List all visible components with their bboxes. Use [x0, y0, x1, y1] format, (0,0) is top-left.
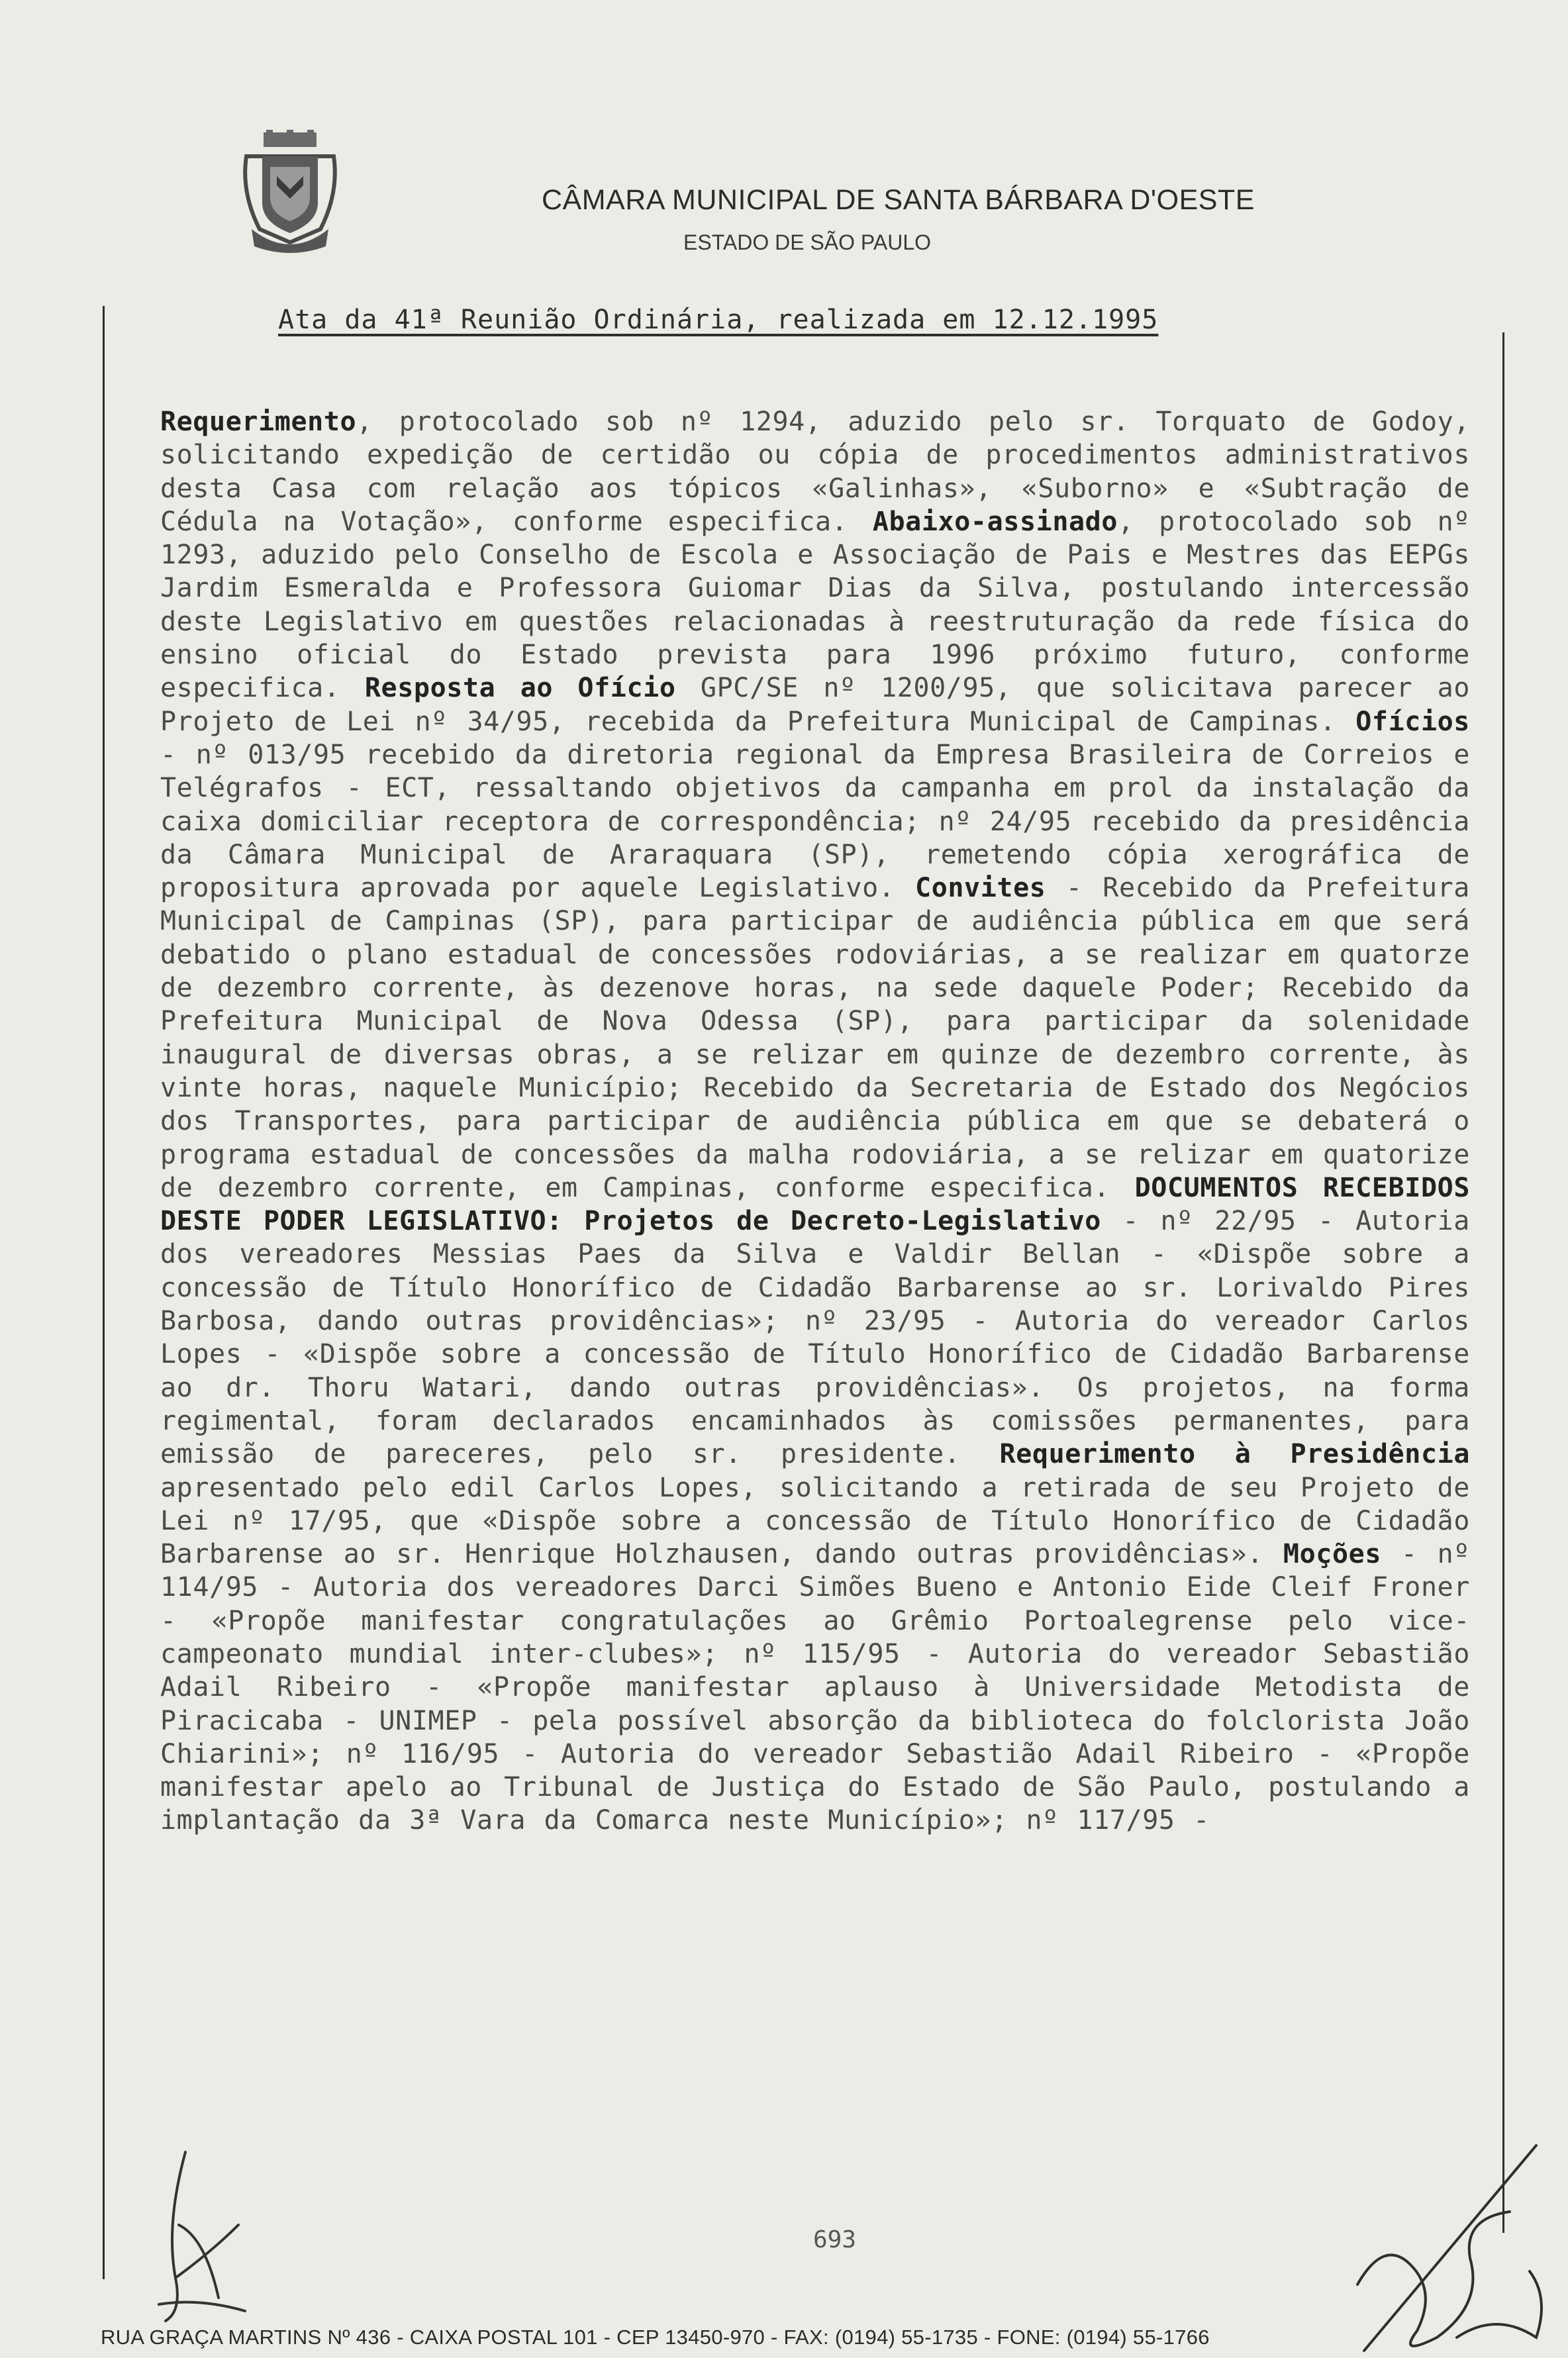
signature-initials-left: [139, 2145, 265, 2324]
institution-title: CÂMARA MUNICIPAL DE SANTA BÁRBARA D'OESTE: [542, 184, 1255, 216]
body-run: Convites: [915, 873, 1046, 904]
body-run: apresentado pelo edil Carlos Lopes, solicitando a retirada de seu Projeto de Lei nº 17/95, que «Dispõe sobre a concessão de Título Honorífico de Cidadão Barbarense ao sr. Henrique Holzhausen, dando outras providências».: [160, 1472, 1470, 1570]
municipal-coat-of-arms-icon: [240, 130, 340, 256]
body-run: Moções: [1283, 1539, 1382, 1570]
page-number: 693: [813, 2226, 857, 2253]
body-run: Abaixo-assinado: [872, 506, 1118, 537]
body-run: Ofícios: [1355, 706, 1470, 737]
right-margin-rule: [1502, 332, 1504, 2233]
signature-right: [1338, 2139, 1556, 2357]
state-subtitle: ESTADO DE SÃO PAULO: [683, 230, 932, 254]
body-run: - nº 22/95 - Autoria dos vereadores Messias Paes da Silva e Valdir Bellan - «Dispõe sobre a concessão de Título Honorífico de Cidadão Barbarense ao sr. Lorivaldo Pires Barbosa, dando outras providências»; nº 23/95 - Autoria do vereador Carlos Lopes - «Dispõe sobre a concessão de Título Honorífico de Cidadão Barbarense ao dr. Thoru Watari, dando outras providências». Os projetos, na forma regimental, foram declarados encaminhados às comissões permanentes, para emissão de pareceres, pelo sr. presidente.: [160, 1206, 1470, 1470]
minutes-body-text: [160, 405, 1470, 1838]
body-run: , protocolado sob nº 1294, aduzido pelo sr. Torquato de Godoy, solicitando expedição de certidão ou cópia de procedimentos administrativos desta Casa com relação aos tópicos «Galinhas», «Suborno» e «Subtração de Cédula na Votação», conforme especifica.: [160, 407, 1470, 537]
body-run: Resposta ao Ofício: [364, 673, 676, 704]
body-run: Requerimento à Presidência: [999, 1439, 1470, 1470]
footer-address: RUA GRAÇA MARTINS Nº 436 - CAIXA POSTAL 101 - CEP 13450-970 - FAX: (0194) 55-1735 - FONE: (0194) 55-1766: [101, 2326, 1210, 2349]
left-margin-rule: [103, 306, 105, 2279]
minutes-title: Ata da 41ª Reunião Ordinária, realizada em 12.12.1995: [278, 305, 1159, 335]
body-run: - Recebido da Prefeitura Municipal de Campinas (SP), para participar de audiência pública em que será debatido o plano estadual de concessões rodoviárias, a se realizar em quatorze de dezembro corrente, às dezenove horas, na sede daquele Poder; Recebido da Prefeitura Municipal de Nova Odessa (SP), para participar da solenidade inaugural de diversas obras, a se relizar em quinze de dezembro corrente, às vinte horas, naquele Município; Recebido da Secretaria de Estado dos Negócios dos Transportes, para participar de audiência pública em que se debaterá o programa estadual de concessões da malha rodoviária, a se relizar em quatorize de dezembro corrente, em Campinas, conforme especifica.: [160, 873, 1470, 1203]
body-run: , protocolado sob nº 1293, aduzido pelo Conselho de Escola e Associação de Pais e Mestres das EEPGs Jardim Esmeralda e Professora Guiomar Dias da Silva, postulando intercessão deste Legislativo em questões relacionadas à reestruturação da rede física do ensino oficial do Estado prevista para 1996 próximo futuro, conforme especifica.: [160, 506, 1470, 704]
body-run: - nº 114/95 - Autoria dos vereadores Darci Simões Bueno e Antonio Eide Cleif Froner - «Propõe manifestar congratulações ao Grêmio Portoalegrense pelo vice-campeonato mundial inter-clubes»; nº 115/95 - Autoria do vereador Sebastião Adail Ribeiro - «Propõe manifestar aplauso à Universidade Metodista de Piracicaba - UNIMEP - pela possível absorção da biblioteca do folclorista João Chiarini»; nº 116/95 - Autoria do vereador Sebastião Adail Ribeiro - «Propõe manifestar apelo ao Tribunal de Justiça do Estado de São Paulo, postulando a implantação da 3ª Vara da Comarca neste Município»; nº 117/95 -: [160, 1539, 1470, 1836]
body-run: Requerimento: [160, 407, 357, 437]
body-run: - nº 013/95 recebido da diretoria regional da Empresa Brasileira de Correios e Telégrafos - ECT, ressaltando objetivos da campanha em prol da instalação da caixa domiciliar receptora de correspondência; nº 24/95 recebido da presidência da Câmara Municipal de Araraquara (SP), remetendo cópia xerográfica de propositura aprovada por aquele Legislativo.: [160, 739, 1470, 904]
body-run: DOCUMENTOS RECEBIDOS DESTE PODER LEGISLATIVO: Projetos de Decreto-Legislativo: [160, 1172, 1471, 1237]
body-run: GPC/SE nº 1200/95, que solicitava parecer ao Projeto de Lei nº 34/95, recebida da Prefeitura Municipal de Campinas.: [160, 673, 1471, 737]
